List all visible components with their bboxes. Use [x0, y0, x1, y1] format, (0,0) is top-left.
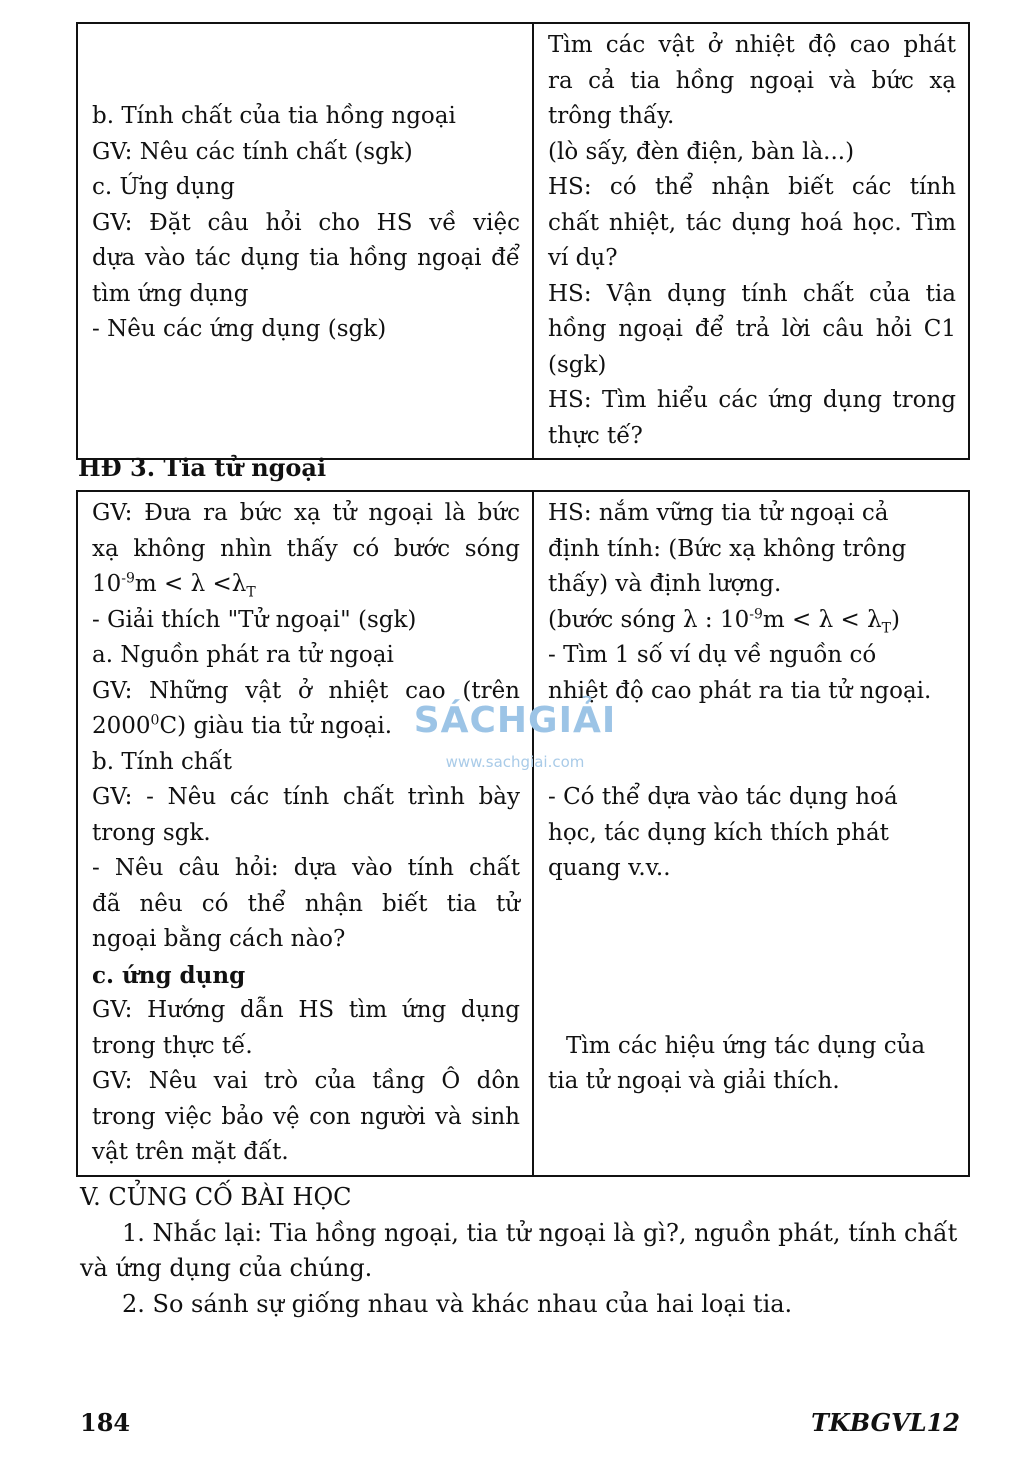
text-line: HS: nắm vững tia tử ngoại cả	[548, 500, 889, 526]
text-line: hồng ngoại để trả lời câu hỏi C1	[548, 316, 956, 342]
text-line: GV: Hướng dẫn HS tìm ứng dụng	[92, 997, 520, 1023]
text-line: HS: Vận dụng tính chất của tia	[548, 280, 956, 307]
text-line: (sgk)	[548, 351, 607, 378]
wavelength-range: (bước sóng λ : $10^{-9}m < \lambda < \lambda_T$)	[548, 605, 900, 637]
text-line: b. Tính chất của tia hồng ngoại	[92, 103, 456, 129]
review-item-1-continued: và ứng dụng của chúng.	[80, 1254, 373, 1282]
spacer	[548, 887, 956, 1029]
text-line: đã nêu có thể nhận biết tia tử	[92, 890, 520, 917]
text-line: ngoại bằng cách nào?	[92, 926, 346, 952]
text-line: học, tác dụng kích thích phát	[548, 819, 889, 846]
watermark-logo: SÁCHGIẢI	[413, 700, 617, 741]
text-line: c. Ứng dụng	[92, 174, 235, 200]
text-line: (lò sấy, đèn điện, bàn là...)	[548, 138, 855, 165]
text-line: định tính: (Bức xạ không trông	[548, 535, 907, 562]
text-line: Tìm các vật ở nhiệt độ cao phát	[548, 32, 956, 58]
text-line: chất nhiệt, tác dụng hoá học. Tìm	[548, 209, 956, 236]
text-line: GV: Đặt câu hỏi cho HS về việc	[92, 209, 520, 236]
text-line: - Nêu các ứng dụng (sgk)	[92, 316, 387, 342]
teacher-column	[77, 491, 533, 1176]
text-line: tia tử ngoại và giải thích.	[548, 1068, 840, 1094]
watermark-url: www.sachgiai.com	[445, 753, 585, 771]
text-line: - Giải thích "Tử ngoại" (sgk)	[92, 606, 417, 633]
text-line: GV: - Nêu các tính chất trình bày	[92, 784, 520, 810]
text-line: HS: có thể nhận biết các tính	[548, 174, 956, 200]
review-section	[80, 1180, 970, 1322]
book-code: TKBGVL12	[811, 1408, 960, 1437]
activity-heading: HĐ 3. Tia tử ngoại	[78, 453, 327, 482]
text-line: dựa vào tác dụng tia hồng ngoại để	[92, 245, 520, 271]
text-line: thấy) và định lượng.	[548, 571, 782, 597]
review-item-2: 2. So sánh sự giống nhau và khác nhau của hai loại tia.	[122, 1289, 793, 1318]
text-line: - Tìm 1 số ví dụ về nguồn có	[548, 642, 877, 668]
student-column	[533, 491, 969, 1176]
wavelength-range: $10^{-9}m < \lambda <\lambda_T$	[92, 570, 256, 601]
text-line: a. Nguồn phát ra tử ngoại	[92, 642, 394, 668]
text-line: ra cả tia hồng ngoại và bức xạ	[548, 67, 956, 94]
text-line: GV: Nêu các tính chất (sgk)	[92, 138, 413, 165]
text-line: GV: Đưa ra bức xạ tử ngoại là bức	[92, 500, 520, 526]
text-line: b. Tính chất	[92, 748, 233, 775]
student-column	[533, 23, 969, 459]
teacher-column	[77, 23, 533, 459]
text-line: trong việc bảo vệ con người và sinh	[92, 1103, 520, 1130]
text-line: - Nêu câu hỏi: dựa vào tính chất	[92, 855, 520, 881]
activity-table-infrared	[76, 22, 970, 460]
activity-table-ultraviolet	[76, 490, 970, 1177]
text-line: trong sgk.	[92, 819, 211, 846]
spacer	[548, 709, 956, 780]
text-line: - Có thể dựa vào tác dụng hoá	[548, 784, 898, 810]
text-line: nhiệt độ cao phát ra tia tử ngoại.	[548, 677, 932, 704]
text-line: HS: Tìm hiểu các ứng dụng trong	[548, 387, 956, 413]
text-line: Tìm các hiệu ứng tác dụng của	[566, 1032, 926, 1059]
text-line: thực tế?	[548, 422, 643, 449]
text-line: tìm ứng dụng	[92, 280, 249, 307]
text-line: vật trên mặt đất.	[92, 1139, 289, 1165]
review-item-1: 1. Nhắc lại: Tia hồng ngoại, tia tử ngoại là gì?, nguồn phát, tính chất	[122, 1218, 958, 1247]
text-line: GV: Nêu vai trò của tầng Ô dôn	[92, 1068, 520, 1094]
text-line: c. ứng dụng	[92, 961, 246, 989]
text-line: quang v.v..	[548, 855, 671, 881]
text-line: trông thấy.	[548, 103, 675, 129]
page-number: 184	[80, 1408, 131, 1437]
text-line: 2000$^0$C) giàu tia tử ngoại.	[92, 712, 393, 739]
text-line: GV: Những vật ở nhiệt cao (trên	[92, 677, 520, 704]
section-title: V. CỦNG CỐ BÀI HỌC	[80, 1183, 352, 1211]
text-line: xạ không nhìn thấy có bước sóng	[92, 535, 520, 562]
text-line: trong thực tế.	[92, 1032, 253, 1059]
text-line: ví dụ?	[548, 245, 618, 271]
